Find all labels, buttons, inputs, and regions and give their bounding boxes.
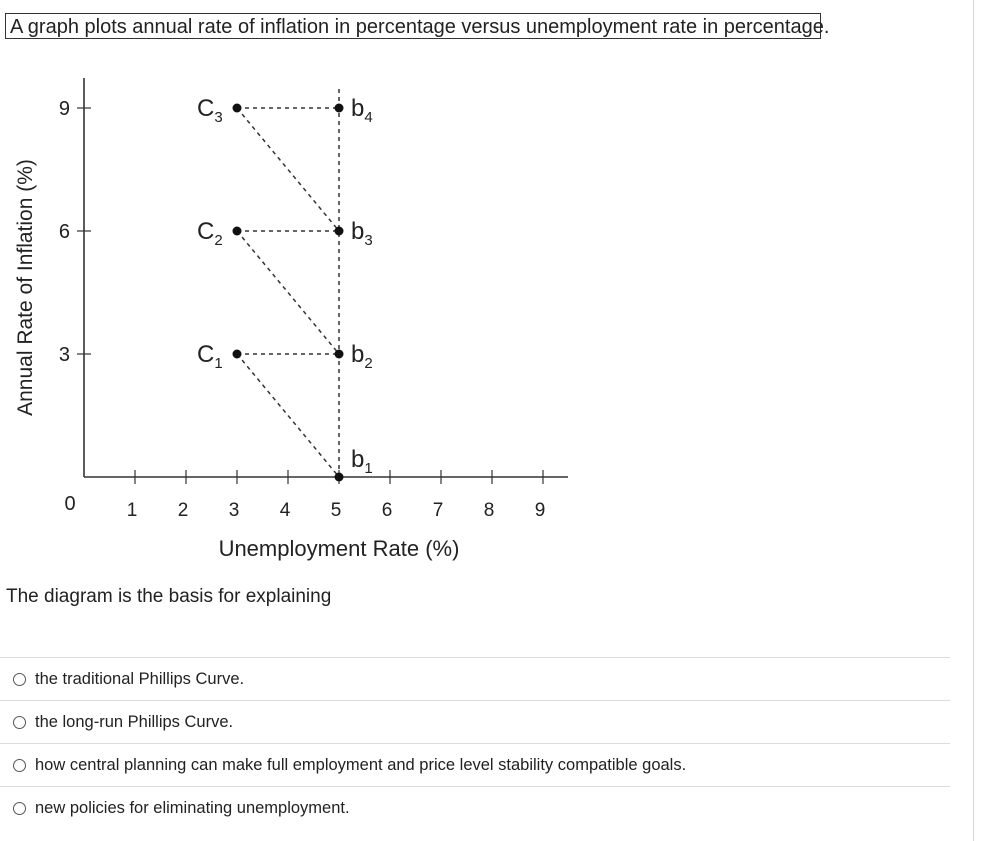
y-tick-label: 9 [58, 98, 70, 120]
y-axis-label: Annual Rate of Inflation (%) [14, 159, 37, 416]
option-label: how central planning can make full employment and price level stability compatible goals. [35, 755, 687, 774]
option-label: new policies for eliminating unemployment. [35, 798, 350, 817]
phillips-curve-chart [0, 45, 600, 570]
option-label: the traditional Phillips Curve. [35, 669, 245, 688]
data-point-c1 [233, 350, 242, 359]
y-tick-label: 3 [58, 344, 70, 366]
data-point-b2 [335, 350, 344, 359]
point-label-b3: $b_3$ [351, 218, 373, 249]
option-long-run-phillips[interactable] [0, 700, 950, 743]
point-label-c2: $C_2$ [197, 218, 223, 249]
option-new-policies[interactable] [0, 786, 950, 829]
radio-button[interactable] [13, 802, 26, 815]
radio-button[interactable] [13, 673, 26, 686]
question-text: The diagram is the basis for explaining [6, 586, 332, 607]
diagonal-dashed-line [237, 231, 339, 354]
x-tick-label: 2 [177, 500, 189, 521]
radio-button[interactable] [13, 716, 26, 729]
image-alt-text: A graph plots annual rate of inflation in percentage versus unemployment rate in percentage. [5, 13, 821, 39]
y-tick-label: 6 [58, 221, 70, 243]
point-label-b4: $b_4$ [351, 95, 373, 126]
data-point-c3 [233, 104, 242, 113]
data-point-b3 [335, 227, 344, 236]
x-tick-label: 6 [381, 500, 393, 521]
x-tick-label: 4 [279, 500, 291, 521]
point-label-b1: $b_1$ [351, 446, 373, 477]
x-tick-label: 9 [534, 500, 546, 521]
data-point-c2 [233, 227, 242, 236]
point-label-c1: $C_1$ [197, 341, 223, 372]
x-tick-label: 3 [228, 500, 240, 521]
x-tick-label: 1 [126, 500, 138, 521]
x-axis-label: Unemployment Rate (%) [218, 536, 460, 561]
radio-button[interactable] [13, 759, 26, 772]
answer-options [0, 657, 950, 829]
option-label: the long-run Phillips Curve. [35, 712, 234, 731]
data-point-b1 [335, 473, 344, 482]
option-traditional-phillips[interactable] [0, 657, 950, 700]
diagonal-dashed-line [237, 354, 339, 477]
diagonal-dashed-line [237, 108, 339, 231]
x-tick-label: 5 [330, 500, 342, 521]
origin-label: 0 [64, 493, 76, 515]
point-label-c3: $C_3$ [197, 95, 223, 126]
right-border [973, 0, 974, 841]
data-point-b4 [335, 104, 344, 113]
point-label-b2: $b_2$ [351, 341, 373, 372]
x-tick-label: 8 [483, 500, 495, 521]
x-tick-label: 7 [432, 500, 444, 521]
option-central-planning[interactable] [0, 743, 950, 786]
